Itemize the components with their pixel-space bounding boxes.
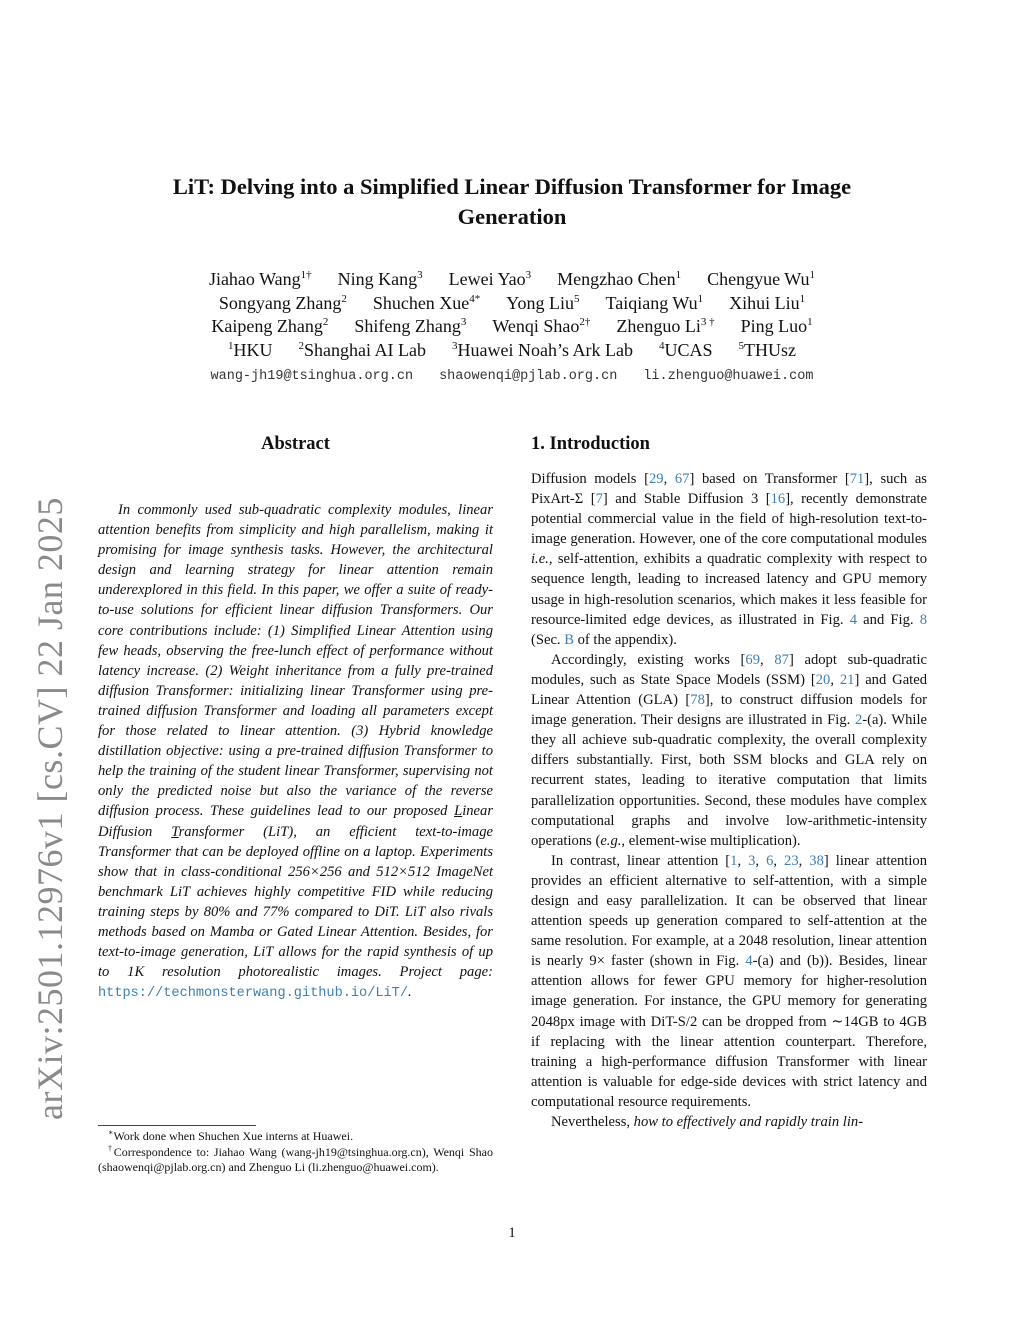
citation-link[interactable]: 21 — [839, 671, 855, 688]
affiliation: $^1$HKU — [228, 339, 273, 360]
footnote-divider — [98, 1125, 256, 1126]
citation-link[interactable]: 29 — [648, 471, 664, 487]
author: Ping Luo$^1$ — [740, 316, 813, 336]
intro-paragraph-3: In contrast, linear attention [1, 3, 6, 23, 38] linear attention provides an efficient alternative to self-attention, with a simple design and easy parallelization. It can be observed that linear attention speeds up generation compared to self-attention at the same resolution. For example, at a 2048 resolution, linear attention is nearly 9× faster (shown in Fig. 4-(a) and (b)). Besides, linear attention allows for fewer GPU memory for higher-resolution image generation. For instance, the GPU memory for generating 2048px image with DiT-S/2 can be dropped from ∼14GB to 4GB if replacing with the linear attention counterpart. Therefore, training a high-performance diffusion Transformer with linear attention is valuable for edge-side devices with strict latency and computational resource requirements. — [531, 852, 928, 1110]
email-row — [120, 369, 904, 384]
author-row-3 — [120, 315, 904, 339]
author: Mengzhao Chen$^1$ — [557, 269, 682, 289]
author: Shuchen Xue$^{4*}$ — [372, 292, 481, 313]
introduction-heading: 1. Introduction — [531, 434, 650, 454]
citation-link[interactable]: 23 — [784, 852, 799, 869]
author: Shifeng Zhang$^3$ — [354, 316, 467, 336]
affiliation: $^3$Huawei Noah’s Ark Lab — [452, 339, 633, 360]
arxiv-identifier: arXiv:2501.12976v1 [cs.CV] 22 Jan 2025 — [30, 497, 70, 1120]
affiliation-row — [120, 339, 904, 363]
author: Jiahao Wang$^{1\dagger}$ — [208, 269, 312, 289]
citation-link[interactable]: 38 — [809, 852, 824, 869]
affiliation: $^2$Shanghai AI Lab — [298, 339, 426, 360]
abstract-heading: Abstract — [261, 434, 330, 454]
email[interactable]: wang-jh19@tsinghua.org.cn — [210, 369, 414, 384]
citation-link[interactable]: 16 — [770, 491, 786, 508]
figure-link[interactable]: 4 — [849, 611, 858, 628]
author: Lewei Yao$^3$ — [448, 269, 532, 289]
author: Songyang Zhang$^2$ — [218, 292, 347, 313]
author: Xihui Liu$^1$ — [729, 292, 806, 313]
intro-paragraph-1: Diffusion models [29, 67] based on Transformer [71], such as PixArt-Σ [7] and Stable Diffusion 3 [16], recently demonstrate potential commercial value in the field of high-resolution text-to-image generation. However, one of the core computational modules i.e., self-attention, exhibits a quadratic complexity with respect to sequence length, leading to increased latency and GPU memory usage in high-resolution scenarios, which makes it less feasible for resource-limited edge devices, as illustrated in Fig. 4 and Fig. 8 (Sec. B of the appendix). — [531, 471, 927, 648]
citation-link[interactable]: 6 — [766, 852, 774, 869]
figure-link[interactable]: 4 — [745, 953, 753, 970]
page-number: 1 — [508, 1225, 516, 1241]
citation-link[interactable]: 69 — [745, 651, 761, 668]
author-row-2 — [120, 292, 904, 316]
footnote-2: †Correspondence to: Jiahao Wang (wang-jh19@tsinghua.org.cn), Wenqi Shao (shaowenqi@pjlab.org.cn) and Zhenguo Li (li.zhenguo@huawei.com). — [98, 1143, 494, 1174]
footnote-1: ∗Work done when Shuchen Xue interns at Huawei. — [108, 1128, 354, 1143]
right-column — [531, 430, 927, 1132]
figure-link[interactable]: 2 — [854, 712, 863, 729]
paper-title — [120, 172, 904, 232]
affiliation: $^5$THUsz — [738, 339, 796, 360]
author: Kaipeng Zhang$^2$ — [211, 316, 329, 336]
abstract-text: In commonly used sub-quadratic complexity modules, linear attention benefits from simplicity and high parallelism, making it promising for image synthesis tasks. However, the architectural design and learning strategy for linear attention remain underexplored in this field. In this paper, we offer a suite of ready-to-use solutions for efficient linear diffusion Transformers. Our core contributions include: (1) Simplified Linear Attention using few heads, observing the free-lunch effect of performance without latency increase. (2) Weight inheritance from a fully pre-trained diffusion Transformer: initializing linear Transformer using pre-trained diffusion Transformer and loading all parameters except for those related to linear attention. (3) Hybrid knowledge distillation objective: using a pre-trained diffusion Transformer to help the training of the student linear Transformer, supervising not only the predicted noise but also the variance of the reverse diffusion process. These guidelines lead to our proposed Linear Diffusion Transformer (LiT), an efficient text-to-image Transformer that can be deployed offline on a laptop. Experiments show that in class-conditional 256×256 and 512×512 ImageNet benchmark LiT achieves highly competitive FID while reducing training steps by 80% and 77% compared to DiT. LiT also rivals methods based on Mamba or Gated Linear Attention. Besides, for text-to-image generation, LiT allows for the rapid synthesis of up to 1K resolution photorealistic images. Project page: https://techmonsterwang.github.io/LiT/. — [98, 502, 494, 1002]
left-column — [98, 430, 493, 1004]
author-row-1 — [120, 268, 904, 292]
email[interactable]: shaowenqi@pjlab.org.cn — [439, 369, 618, 384]
email[interactable]: li.zhenguo@huawei.com — [643, 369, 814, 384]
author: Chengyue Wu$^1$ — [707, 269, 816, 289]
author: Taiqiang Wu$^1$ — [605, 292, 704, 313]
affiliation: $^4$UCAS — [658, 339, 713, 360]
figure-link[interactable]: 8 — [919, 611, 927, 628]
intro-paragraph-4: Nevertheless, how to effectively and rapidly train lin- — [551, 1114, 864, 1130]
title-line-2: Generation — [457, 204, 567, 229]
citation-link[interactable]: 87 — [774, 651, 789, 668]
author: Wenqi Shao$^{2\dagger}$ — [492, 316, 591, 336]
intro-paragraph-2: Accordingly, existing works [69, 87] adopt sub-quadratic modules, such as State Space Models (SSM) [20, 21] and Gated Linear Attention (GLA) [78], to construct diffusion models for image generation. Their designs are illustrated in Fig. 2-(a). While they all achieve sub-quadratic complexity, the overall complexity differs substantially. First, both SSM blocks and GLA rely on recurrent states, leading to iterative computation that limits parallelization opportunities. Second, these modules have complex computational graphs and involve low-arithmetic-intensity operations (e.g., element-wise multiplication). — [531, 651, 928, 849]
citation-link[interactable]: 1 — [730, 852, 738, 869]
author-block — [120, 268, 904, 362]
section-link[interactable]: B — [564, 631, 574, 648]
citation-link[interactable]: 3 — [748, 852, 756, 869]
citation-link[interactable]: 71 — [849, 471, 865, 487]
author: Zhenguo $Li^{3 \dagger}$ — [616, 316, 715, 336]
author: Ning Kang$^3$ — [337, 269, 423, 289]
footnotes — [98, 1129, 493, 1176]
project-page-link[interactable]: https://techmonsterwang.github.io/LiT/ — [98, 986, 408, 1002]
author: Yong Liu$^5$ — [506, 292, 580, 313]
citation-link[interactable]: 67 — [674, 471, 690, 487]
citation-link[interactable]: 20 — [815, 671, 831, 688]
citation-link[interactable]: 78 — [690, 692, 705, 709]
title-line-1: LiT: Delving into a Simplified Linear Diffusion Transformer for Image — [172, 174, 852, 199]
citation-link[interactable]: 7 — [595, 491, 603, 508]
